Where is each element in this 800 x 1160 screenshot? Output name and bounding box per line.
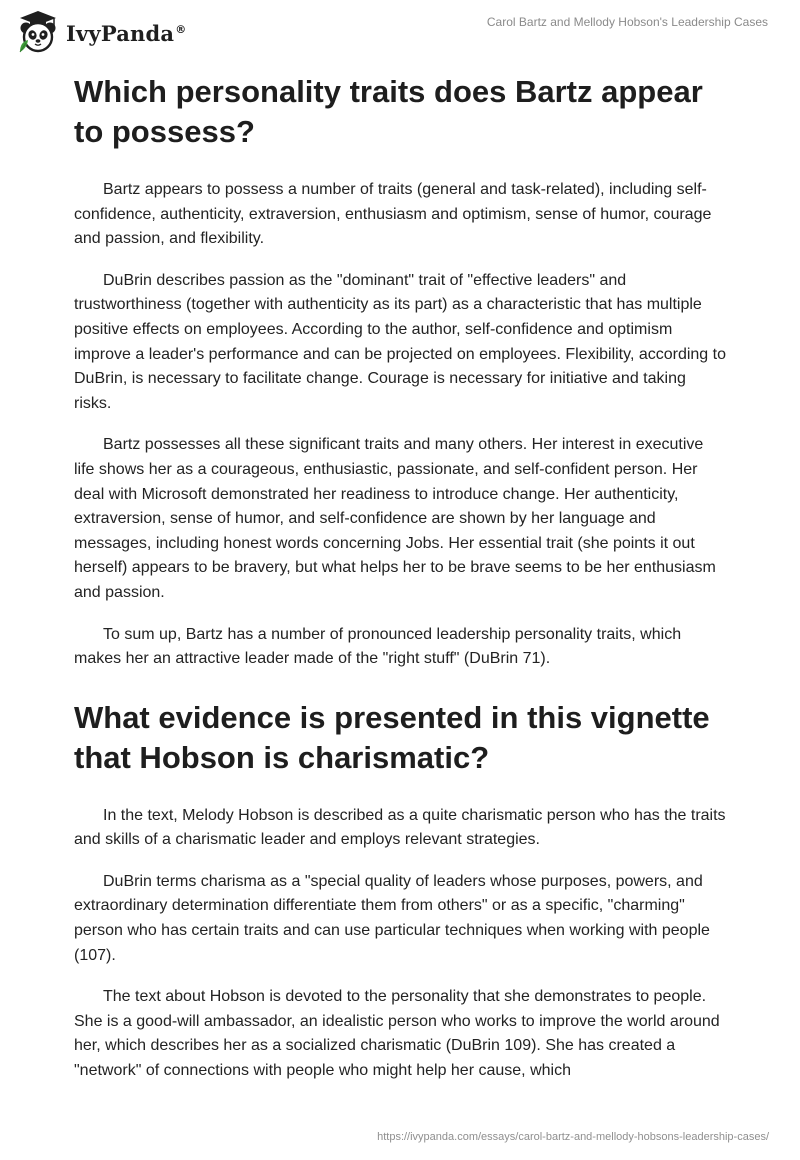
paragraph: The text about Hobson is devoted to the personality that she demonstrates to people. She is a good-will ambassador, an idealistic person who works to improve the world around her, which describes her as a socialized charismatic (DuBrin 109). She has created a "network" of connections with people who might help her cause, which	[74, 988, 720, 1080]
paragraph: Bartz appears to possess a number of traits (general and task-related), including self-confidence, authenticity, extraversion, enthusiasm and optimism, sense of humor, courage and passion, and flexibility.	[74, 181, 712, 248]
section-hobson-charisma	[74, 698, 726, 1084]
registered-mark: ®	[175, 22, 187, 36]
section-heading: What evidence is presented in this vignette that Hobson is charismatic?	[74, 699, 710, 775]
essay-content	[74, 72, 726, 1101]
page-header	[0, 0, 800, 64]
source-url[interactable]: https://ivypanda.com/essays/carol-bartz-and-mellody-hobsons-leadership-cases/	[377, 1131, 769, 1143]
paragraph: Bartz possesses all these significant traits and many others. Her interest in executive life shows her as a courageous, enthusiastic, passionate, and self-confident person. Her deal with Microsoft demonstrated her readiness to introduce change. Her authenticity, extraversion, sense of humor, and self-confidence are shown by her language and messages, including honest words concerning Jobs. Her essential trait (she points it out herself) appears to be bravery, but what helps her to be brave seems to be her enthusiasm and passion.	[74, 436, 716, 601]
logo-wordmark: IvyPanda®	[66, 20, 187, 46]
section-heading: Which personality traits does Bartz appear to possess?	[74, 74, 703, 149]
paragraph: In the text, Melody Hobson is described as a quite charismatic person who has the traits and skills of a charismatic leader and employs relevant strategies.	[74, 806, 726, 849]
section-bartz-traits	[74, 72, 726, 672]
panda-logo-icon	[14, 8, 62, 56]
paragraph: DuBrin terms charisma as a "special quality of leaders whose purposes, powers, and extraordinary determination differentiate them from others" or as a specific, "charming" person who has certain traits and can use particular techniques when working with people (107).	[74, 872, 710, 964]
document-title: Carol Bartz and Mellody Hobson's Leadership Cases	[486, 15, 768, 29]
paragraph: DuBrin describes passion as the "dominant" trait of "effective leaders" and trustworthiness (together with authenticity as its part) as a characteristic that has multiple positive effects on employees. According to the author, self-confidence and optimism improve a leader's performance and can be projected on employees. Flexibility, according to DuBrin, is necessary to facilitate change. Courage is necessary for initiative and taking risks.	[74, 271, 726, 412]
paragraph: To sum up, Bartz has a number of pronounced leadership personality traits, which makes her an attractive leader made of the "right stuff" (DuBrin 71).	[74, 625, 682, 668]
ivypanda-logo[interactable]	[14, 8, 186, 56]
